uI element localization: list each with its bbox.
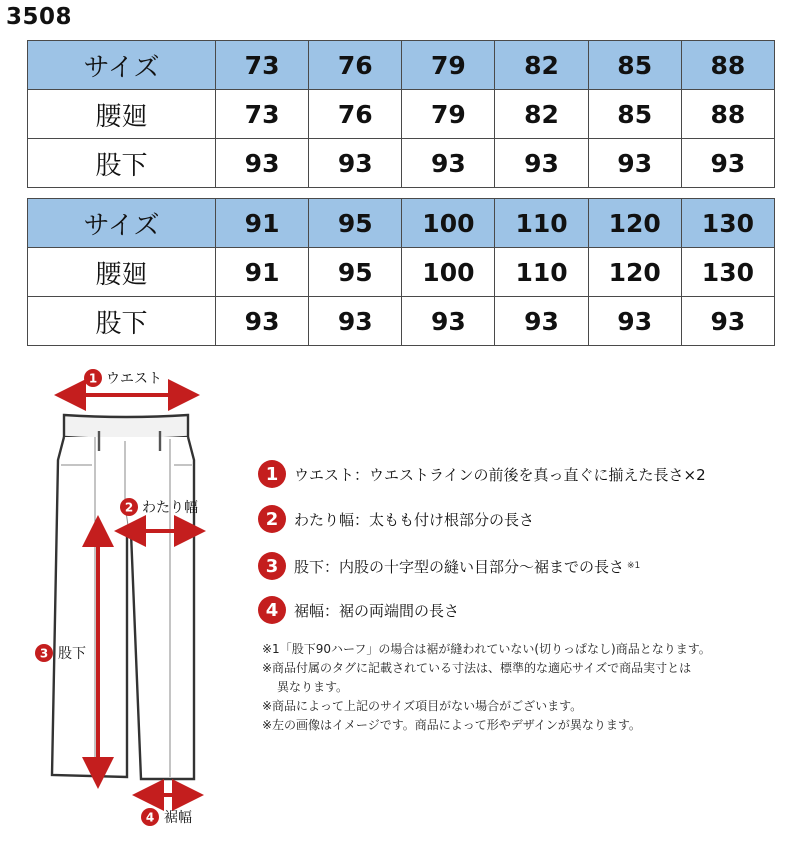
note-line: ※商品によって上記のサイズ項目がない場合がございます。 bbox=[262, 699, 583, 713]
label-thigh bbox=[120, 498, 198, 516]
waist-row-label: 腰廻 bbox=[28, 248, 216, 297]
pants-outline bbox=[52, 415, 194, 779]
inseam-cell: 93 bbox=[681, 139, 774, 188]
size-cell: 82 bbox=[495, 41, 588, 90]
inseam-cell: 93 bbox=[309, 297, 402, 346]
legend-number: 1 bbox=[258, 460, 286, 488]
legend-number: 4 bbox=[258, 596, 286, 624]
inseam-cell: 93 bbox=[495, 139, 588, 188]
size-cell: 110 bbox=[495, 199, 588, 248]
size-header-row bbox=[28, 41, 775, 90]
inseam-cell: 93 bbox=[216, 297, 309, 346]
size-table-1 bbox=[27, 40, 775, 188]
waist-cell: 76 bbox=[309, 90, 402, 139]
waist-cell: 110 bbox=[495, 248, 588, 297]
inseam-cell: 93 bbox=[681, 297, 774, 346]
legend-number: 3 bbox=[258, 552, 286, 580]
svg-text:2: 2 bbox=[124, 500, 134, 515]
waist-cell: 88 bbox=[681, 90, 774, 139]
legend-text: わたり幅：太もも付け根部分の長さ bbox=[294, 510, 535, 529]
legend-number: 2 bbox=[258, 505, 286, 533]
size-header-label: サイズ bbox=[28, 199, 216, 248]
size-cell: 100 bbox=[402, 199, 495, 248]
note-line: 異なります。 bbox=[277, 680, 349, 694]
legend-item-inseam bbox=[258, 551, 640, 581]
legend-text: 股下：内股の十字型の縫い目部分〜裾までの長さ bbox=[294, 557, 625, 576]
legend-item-waist bbox=[258, 459, 706, 489]
svg-text:4: 4 bbox=[145, 810, 155, 825]
size-header-row bbox=[28, 199, 775, 248]
size-cell: 76 bbox=[309, 41, 402, 90]
waist-cell: 91 bbox=[216, 248, 309, 297]
svg-text:股下: 股下 bbox=[58, 646, 86, 662]
inseam-cell: 93 bbox=[402, 139, 495, 188]
size-cell: 73 bbox=[216, 41, 309, 90]
size-cell: 85 bbox=[588, 41, 681, 90]
waist-row bbox=[28, 90, 775, 139]
waist-cell: 120 bbox=[588, 248, 681, 297]
waist-cell: 73 bbox=[216, 90, 309, 139]
inseam-cell: 93 bbox=[216, 139, 309, 188]
legend-footnote-mark: ※1 bbox=[627, 561, 641, 571]
waist-cell: 95 bbox=[309, 248, 402, 297]
waist-row bbox=[28, 248, 775, 297]
waist-cell: 100 bbox=[402, 248, 495, 297]
inseam-cell: 93 bbox=[495, 297, 588, 346]
size-cell: 130 bbox=[681, 199, 774, 248]
size-cell: 95 bbox=[309, 199, 402, 248]
size-cell: 120 bbox=[588, 199, 681, 248]
inseam-cell: 93 bbox=[402, 297, 495, 346]
label-hem bbox=[141, 808, 192, 826]
waist-cell: 85 bbox=[588, 90, 681, 139]
pants-diagram bbox=[0, 355, 240, 850]
inseam-cell: 93 bbox=[588, 139, 681, 188]
legend-item-thigh bbox=[258, 504, 534, 534]
legend-text: ウエスト：ウエストラインの前後を真っ直ぐに揃えた長さ×2 bbox=[294, 465, 706, 484]
inseam-row bbox=[28, 297, 775, 346]
note-line: ※商品付属のタグに記載されている寸法は、標準的な適応サイズで商品実寸とは bbox=[262, 661, 692, 675]
inseam-cell: 93 bbox=[588, 297, 681, 346]
label-inseam bbox=[35, 644, 86, 662]
inseam-row-label: 股下 bbox=[28, 139, 216, 188]
svg-text:ウエスト: ウエスト bbox=[106, 371, 162, 387]
svg-text:裾幅: 裾幅 bbox=[164, 810, 192, 826]
size-cell: 88 bbox=[681, 41, 774, 90]
note-line: ※左の画像はイメージです。商品によって形やデザインが異なります。 bbox=[262, 718, 641, 732]
inseam-cell: 93 bbox=[309, 139, 402, 188]
notes bbox=[262, 640, 782, 735]
inseam-row bbox=[28, 139, 775, 188]
svg-text:1: 1 bbox=[88, 371, 98, 386]
size-cell: 79 bbox=[402, 41, 495, 90]
inseam-row-label: 股下 bbox=[28, 297, 216, 346]
size-table-2 bbox=[27, 198, 775, 346]
legend-item-hem bbox=[258, 595, 459, 625]
label-waist bbox=[84, 369, 162, 387]
waist-row-label: 腰廻 bbox=[28, 90, 216, 139]
waist-cell: 130 bbox=[681, 248, 774, 297]
size-header-label: サイズ bbox=[28, 41, 216, 90]
product-code: 3508 bbox=[6, 4, 73, 30]
svg-text:3: 3 bbox=[39, 646, 49, 661]
size-cell: 91 bbox=[216, 199, 309, 248]
svg-text:わたり幅: わたり幅 bbox=[142, 500, 198, 516]
legend-text: 裾幅：裾の両端間の長さ bbox=[294, 601, 460, 620]
note-line: ※1「股下90ハーフ」の場合は裾が縫われていない(切りっぱなし)商品となります。 bbox=[262, 642, 711, 656]
waist-cell: 82 bbox=[495, 90, 588, 139]
waist-cell: 79 bbox=[402, 90, 495, 139]
